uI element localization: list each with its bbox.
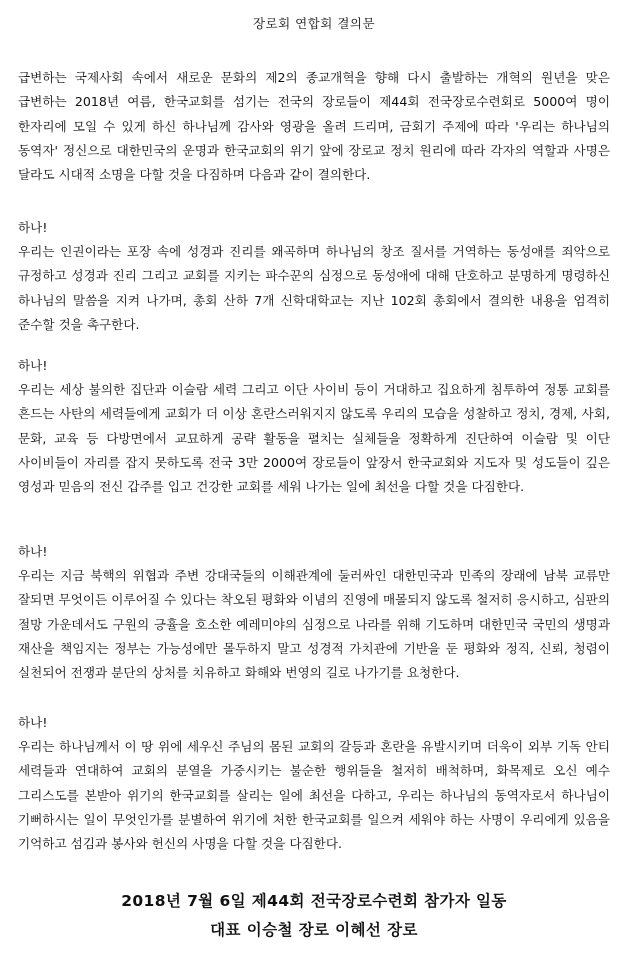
resolution-4-heading: 하나! (18, 715, 48, 730)
resolution-4-text: 우리는 하나님께서 이 땅 위에 세우신 주님의 몸된 교회의 갈등과 혼란을 유발시키며 더욱이 외부 기독 안티 세력들과 연대하여 교회의 분열을 가중시키는 불순한 행위들을 철저히 배척하며, 화목제로 오신 예수 그리스도를 본받아 위기의 한국교회를 살리는 일에 최선을 다하고, 우리는 하나님의 동역자로서 하나님이 기뻐하시는 일이 무엇인가를 분별하여 위기에 처한 한국교회를 일으켜 세워야 하는 사명이 우리에게 있음을 기억하고 섬김과 봉사와 헌신의 사명을 다할 것을 다짐한다. (18, 739, 610, 852)
resolution-3-heading: 하나! (18, 544, 48, 559)
footer-representatives: 대표 이승철 장로 이혜선 장로 (210, 921, 418, 939)
resolution-1-heading: 하나! (18, 220, 48, 235)
resolution-2-heading: 하나! (18, 358, 48, 373)
footer-date-participants: 2018년 7월 6일 제44회 전국장로수련회 참가자 일동 (121, 892, 507, 910)
intro-paragraph: 급변하는 국제사회 속에서 새로운 문화의 제2의 종교개혁을 향해 다시 출발하는 개혁의 원년을 맞은 급변하는 2018년 여름, 한국교회를 섬기는 전국의 장로들이 제44회 전국장로수련회로 5000여 명이 한자리에 모일 수 있게 하신 하나님께 감사와 영광을 올려 드리며, 금회기 주제에 따라 '우리는 하나님의 동역자' 정신으로 대한민국의 운명과 한국교회의 위기 앞에 장로교 정치 원리에 따라 각자의 역할과 사명은 달라도 시대적 소명을 다할 것을 다짐하며 다음과 같이 결의한다. (18, 70, 610, 183)
document-title: 장로회 연합회 결의문 (252, 16, 376, 31)
resolution-1-text: 우리는 인권이라는 포장 속에 성경과 진리를 왜곡하며 하나님의 창조 질서를 거역하는 동성애를 죄악으로 규정하고 성경과 진리 그리고 교회를 지키는 파수꾼의 심정으로 동성애에 대해 단호하고 분명하게 명령하신 하나님의 말씀을 지켜 나가며, 총회 산하 7개 신학대학교는 지난 102회 총회에서 결의한 내용을 엄격히 준수할 것을 촉구한다. (18, 244, 610, 332)
resolution-3-text: 우리는 지금 북핵의 위협과 주변 강대국들의 이해관계에 둘러싸인 대한민국과 민족의 장래에 남북 교류만 잘되면 무엇이든 이루어질 수 있다는 착오된 평화와 이념의 진영에 매몰되지 않도록 철저히 응시하고, 심판의 절망 가운데서도 구원의 긍휼을 호소한 예레미야의 심정으로 나라를 위해 기도하며 대한민국 국민의 생명과 재산을 책임지는 정부는 가능성에만 몰두하지 말고 성경적 가치관에 기반을 둔 평화와 정직, 신뢰, 청렴이 실천되어 전쟁과 분단의 상처를 치유하고 화해와 번영의 길로 나가기를 요청한다. (18, 568, 610, 681)
resolution-2-text: 우리는 세상 불의한 집단과 이슬람 세력 그리고 이단 사이비 등이 거대하고 집요하게 침투하여 정통 교회를 흔드는 사탄의 세력들에게 교회가 더 이상 혼란스러워지지 않도록 우리의 모습을 성찰하고 정치, 경제, 사회, 문화, 교육 등 다방면에서 교묘하게 공략 활동을 펼치는 실체들을 정확하게 진단하여 이슬람 및 이단 사이비들이 자리를 잡지 못하도록 전국 3만 2000여 장로들이 앞장서 한국교회와 지도자 및 성도들이 깊은 영성과 믿음의 전신 갑주를 입고 건강한 교회를 세워 나가는 일에 최선을 다할 것을 다짐한다. (18, 382, 610, 495)
